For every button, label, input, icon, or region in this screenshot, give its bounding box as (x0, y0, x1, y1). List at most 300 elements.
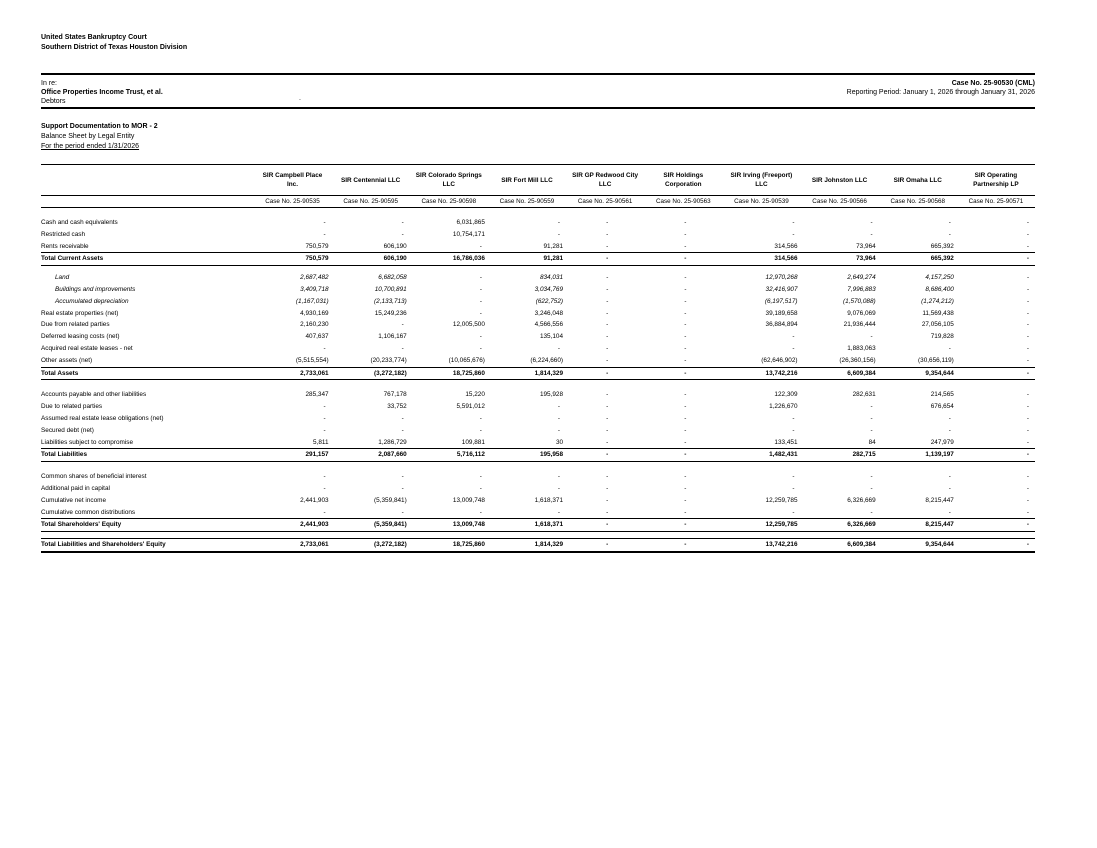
value-cell: - (401, 484, 404, 492)
value-cell: - (566, 449, 644, 462)
value-cell: 9,354,644 (879, 539, 957, 552)
value-cell: - (606, 242, 609, 250)
value-cell: - (401, 426, 404, 434)
value-cell: - (606, 333, 609, 341)
value-cell: 6,609,384 (801, 367, 879, 380)
value-cell: 5,716,112 (410, 449, 488, 462)
value-cell: - (684, 333, 687, 341)
value-cell: - (606, 309, 609, 317)
row-label: Rents receivable (41, 242, 89, 250)
value-cell: - (479, 285, 482, 293)
row-label: Secured debt (net) (41, 426, 94, 434)
in-re-label: In re: (41, 80, 57, 87)
value-cell: 4,930,169 (300, 309, 329, 317)
column-header: SIR Centennial LLC (332, 165, 410, 196)
spacer-row (41, 380, 1035, 390)
row-land (41, 272, 1035, 284)
row-ta (41, 367, 1035, 380)
value-cell: - (957, 253, 1035, 266)
value-cell: - (870, 473, 873, 481)
value-cell: - (948, 414, 951, 422)
row-duefrom (41, 319, 1035, 331)
row-label: Acquired real estate leases - net (41, 344, 133, 352)
value-cell: - (1026, 414, 1029, 422)
column-case-number: Case No. 25-90563 (644, 196, 722, 208)
value-cell: 2,441,903 (253, 519, 331, 532)
column-header: SIR Omaha LLC (879, 165, 957, 196)
value-cell: - (606, 297, 609, 305)
row-label: Accumulated depreciation (55, 297, 129, 305)
value-cell: 6,682,058 (378, 274, 407, 282)
value-cell: - (566, 519, 644, 532)
value-cell: 18,725,860 (410, 539, 488, 552)
value-cell: (1,167,031) (295, 297, 329, 305)
court-name: United States Bankruptcy Court (41, 34, 147, 41)
row-tlse (41, 539, 1035, 552)
value-cell: - (684, 344, 687, 352)
value-cell: - (792, 508, 795, 516)
document-subtitle: Balance Sheet by Legal Entity (41, 133, 135, 140)
value-cell: - (479, 484, 482, 492)
value-cell: 1,106,167 (378, 333, 407, 341)
row-label: Assumed real estate lease obligations (net) (41, 414, 164, 422)
spacer-row (41, 532, 1035, 539)
value-cell: 13,009,748 (452, 496, 485, 504)
column-header: SIR Holdings Corporation (644, 165, 722, 196)
value-cell: - (606, 508, 609, 516)
value-cell: - (606, 414, 609, 422)
row-cni (41, 495, 1035, 507)
value-cell: 33,752 (387, 403, 407, 411)
row-label: Total Assets (41, 367, 253, 380)
value-cell: - (957, 367, 1035, 380)
value-cell: - (684, 309, 687, 317)
row-tse (41, 519, 1035, 532)
value-cell: 122,309 (774, 391, 798, 399)
value-cell: 6,031,865 (456, 219, 485, 226)
value-cell: - (479, 508, 482, 516)
value-cell: (6,197,517) (764, 297, 798, 305)
value-cell: - (606, 285, 609, 293)
value-cell: - (684, 219, 687, 226)
value-cell: 750,579 (305, 242, 329, 250)
value-cell: 1,618,371 (534, 496, 564, 504)
value-cell: 282,715 (801, 449, 879, 462)
row-label: Deferred leasing costs (net) (41, 333, 120, 341)
value-cell: - (606, 496, 609, 504)
row-label: Total Current Assets (41, 253, 253, 266)
value-cell: 8,215,447 (879, 519, 957, 532)
value-cell: 10,754,171 (452, 230, 485, 238)
value-cell: 21,936,444 (843, 321, 876, 329)
value-cell: - (948, 473, 951, 481)
value-cell: - (479, 344, 482, 352)
value-cell: - (792, 426, 795, 434)
case-block (847, 79, 1035, 97)
value-cell: (10,065,676) (448, 356, 485, 364)
value-cell: 13,742,216 (722, 539, 800, 552)
value-cell: 9,076,069 (847, 309, 876, 317)
row-dueto (41, 401, 1035, 413)
value-cell: - (606, 344, 609, 352)
value-cell: - (684, 438, 687, 446)
value-cell: - (479, 473, 482, 481)
value-cell: 195,958 (488, 449, 566, 462)
row-label: Total Liabilities (41, 449, 253, 462)
label-header (41, 165, 253, 196)
value-cell: - (606, 473, 609, 481)
value-cell: - (1026, 309, 1029, 317)
row-acquired (41, 343, 1035, 355)
value-cell: 2,733,061 (253, 539, 331, 552)
value-cell: (3,272,182) (332, 539, 410, 552)
row-label: Real estate properties (net) (41, 309, 119, 317)
debtors-label: Debtors (41, 98, 66, 105)
value-cell: 109,881 (461, 438, 485, 446)
value-cell: - (557, 344, 561, 352)
value-cell: - (323, 473, 326, 481)
debtor-name: Office Properties Income Trust, et al. (41, 89, 163, 96)
value-cell: (20,233,774) (370, 356, 407, 364)
value-cell: - (479, 274, 482, 282)
value-cell: - (1026, 285, 1029, 293)
column-header: SIR GP Redwood City LLC (566, 165, 644, 196)
value-cell: 5,591,012 (456, 403, 485, 411)
value-cell: - (401, 473, 404, 481)
value-cell: - (479, 426, 482, 434)
value-cell: - (323, 230, 326, 238)
value-cell: - (401, 321, 404, 329)
value-cell: - (401, 219, 404, 226)
value-cell: - (557, 219, 561, 226)
row-secured (41, 425, 1035, 437)
case-number-row (41, 196, 1035, 208)
value-cell: 4,157,250 (925, 274, 954, 282)
value-cell: - (684, 414, 687, 422)
row-label: Buildings and improvements (55, 285, 136, 293)
value-cell: - (606, 230, 609, 238)
value-cell: 1,286,729 (378, 438, 407, 446)
balance-sheet-table (41, 164, 1035, 553)
column-case-number: Case No. 25-90559 (488, 196, 566, 208)
row-deferred (41, 331, 1035, 343)
value-cell: (622,752) (535, 297, 564, 305)
value-cell: - (948, 426, 951, 434)
spacer-cell (41, 462, 1035, 472)
value-cell: - (606, 484, 609, 492)
value-cell: 36,884,894 (765, 321, 798, 329)
value-cell: 407,637 (305, 333, 329, 341)
value-cell: - (557, 508, 561, 516)
value-cell: - (401, 414, 404, 422)
value-cell: 282,631 (852, 391, 876, 399)
value-cell: (30,656,119) (918, 356, 954, 364)
value-cell: 30 (555, 438, 564, 446)
value-cell: 12,259,785 (765, 496, 798, 504)
value-cell: - (792, 473, 795, 481)
value-cell: - (948, 484, 951, 492)
row-tl (41, 449, 1035, 462)
value-cell: 15,249,236 (374, 309, 407, 317)
value-cell: 91,281 (488, 253, 566, 266)
value-cell: - (1026, 219, 1029, 226)
value-cell: 2,160,230 (300, 321, 329, 329)
column-header: SIR Operating Partnership LP (957, 165, 1035, 196)
row-label: Liabilities subject to compromise (41, 438, 133, 446)
value-cell: 8,686,400 (925, 285, 954, 293)
row-label: Cash and cash equivalents (41, 219, 118, 226)
court-district: Southern District of Texas Houston Division (41, 44, 188, 51)
value-cell: 12,970,268 (765, 274, 798, 282)
value-cell: - (684, 473, 687, 481)
row-label: Total Liabilities and Shareholders' Equity (41, 539, 253, 552)
spacer-cell (41, 380, 1035, 390)
value-cell: 2,687,482 (300, 274, 329, 282)
value-cell: - (606, 438, 609, 446)
value-cell: - (792, 333, 795, 341)
value-cell: - (557, 426, 561, 434)
row-label: Additional paid in capital (41, 484, 110, 492)
value-cell: 834,031 (539, 274, 564, 282)
value-cell: - (1026, 473, 1029, 481)
value-cell: (3,272,182) (332, 367, 410, 380)
value-cell: - (870, 508, 873, 516)
value-cell: 12,259,785 (722, 519, 800, 532)
value-cell: - (1026, 230, 1029, 238)
value-cell: 606,190 (332, 253, 410, 266)
value-cell: 10,700,891 (374, 285, 407, 293)
value-cell: 750,579 (253, 253, 331, 266)
row-restricted (41, 229, 1035, 241)
row-ccd (41, 507, 1035, 519)
column-header: SIR Fort Mill LLC (488, 165, 566, 196)
value-cell: (26,360,156) (839, 356, 876, 364)
row-reprop (41, 308, 1035, 320)
value-cell: - (1026, 403, 1029, 411)
value-cell: - (957, 449, 1035, 462)
value-cell: 13,742,216 (722, 367, 800, 380)
value-cell: - (479, 333, 482, 341)
row-label: Land (55, 274, 70, 282)
row-bldg (41, 284, 1035, 296)
value-cell: - (870, 219, 873, 226)
value-cell: - (479, 297, 482, 305)
value-cell: - (606, 219, 609, 226)
value-cell: - (479, 242, 482, 250)
row-label: Cumulative net income (41, 496, 107, 504)
value-cell: - (792, 414, 795, 422)
value-cell: - (566, 367, 644, 380)
value-cell: (6,224,660) (530, 356, 564, 364)
value-cell: 6,326,669 (847, 496, 876, 504)
value-cell: - (684, 321, 687, 329)
value-cell: - (1026, 297, 1029, 305)
value-cell: - (557, 403, 561, 411)
value-cell: - (323, 508, 326, 516)
value-cell: - (948, 230, 951, 238)
column-case-number: Case No. 25-90595 (332, 196, 410, 208)
value-cell: 1,226,670 (769, 403, 798, 411)
row-tca (41, 253, 1035, 266)
stray-dot: . (299, 95, 301, 102)
row-apic (41, 483, 1035, 495)
row-label: Due to related parties (41, 403, 103, 411)
value-cell: - (1026, 438, 1029, 446)
value-cell: - (644, 253, 722, 266)
document-title-block (41, 122, 158, 152)
column-header: SIR Colorado Springs LLC (410, 165, 488, 196)
value-cell: - (606, 321, 609, 329)
column-header: SIR Campbell Place Inc. (253, 165, 331, 196)
value-cell: (5,515,554) (295, 356, 329, 364)
value-cell: - (644, 539, 722, 552)
value-cell: 18,725,860 (410, 367, 488, 380)
column-case-number: Case No. 25-90561 (566, 196, 644, 208)
row-other (41, 355, 1035, 367)
row-accdep (41, 296, 1035, 308)
value-cell: - (870, 333, 873, 341)
spacer-cell (41, 532, 1035, 539)
value-cell: - (870, 484, 873, 492)
row-label: Accounts payable and other liabilities (41, 391, 147, 399)
value-cell: - (1026, 426, 1029, 434)
value-cell: 16,786,036 (410, 253, 488, 266)
value-cell: 13,009,748 (410, 519, 488, 532)
value-cell: 39,189,658 (765, 309, 798, 317)
value-cell: 2,649,274 (847, 274, 876, 282)
value-cell: 6,326,669 (801, 519, 879, 532)
row-label: Cumulative common distributions (41, 508, 136, 516)
column-case-number: Case No. 25-90539 (722, 196, 800, 208)
row-label: Restricted cash (41, 230, 86, 238)
column-case-number: Case No. 25-90571 (957, 196, 1035, 208)
value-cell: 606,190 (383, 242, 407, 250)
value-cell: - (1026, 333, 1029, 341)
value-cell: 7,996,883 (847, 285, 876, 293)
value-cell: (5,359,841) (374, 496, 407, 504)
value-cell: 3,409,718 (300, 285, 329, 293)
value-cell: 767,178 (383, 391, 407, 399)
case-label-cell (41, 196, 253, 208)
value-cell: (5,359,841) (332, 519, 410, 532)
value-cell: - (684, 391, 687, 399)
value-cell: - (1026, 391, 1029, 399)
row-rents (41, 241, 1035, 253)
value-cell: - (1026, 242, 1029, 250)
value-cell: 9,354,644 (879, 367, 957, 380)
value-cell: 1,482,431 (722, 449, 800, 462)
value-cell: 27,056,105 (921, 321, 954, 329)
row-ap (41, 389, 1035, 401)
spacer-row (41, 462, 1035, 472)
row-label: Common shares of beneficial interest (41, 473, 147, 481)
value-cell: 3,034,769 (534, 285, 564, 293)
value-cell: 2,441,903 (300, 496, 329, 504)
row-label: Due from related parties (41, 321, 110, 329)
value-cell: - (684, 508, 687, 516)
value-cell: - (644, 367, 722, 380)
value-cell: - (606, 274, 609, 282)
value-cell: - (401, 508, 404, 516)
header-bottom-rule (41, 107, 1035, 109)
value-cell: 665,392 (930, 242, 954, 250)
value-cell: 133,451 (774, 438, 798, 446)
row-common (41, 471, 1035, 483)
value-cell: 285,347 (305, 391, 329, 399)
value-cell: 8,215,447 (925, 496, 954, 504)
value-cell: - (870, 230, 873, 238)
value-cell: 247,979 (930, 438, 954, 446)
value-cell: 1,883,063 (847, 344, 876, 352)
column-header: SIR Irving (Freeport) LLC (722, 165, 800, 196)
value-cell: 5,811 (313, 438, 329, 446)
row-label: Other assets (net) (41, 356, 93, 364)
value-cell: - (792, 219, 795, 226)
value-cell: 91,281 (543, 242, 564, 250)
value-cell: 1,139,197 (879, 449, 957, 462)
value-cell: - (606, 356, 609, 364)
value-cell: (1,570,088) (842, 297, 876, 305)
column-case-number: Case No. 25-90598 (410, 196, 488, 208)
column-case-number: Case No. 25-90566 (801, 196, 879, 208)
spacer-row (41, 208, 1035, 218)
value-cell: 32,416,907 (765, 285, 798, 293)
court-header (41, 33, 187, 53)
value-cell: - (684, 403, 687, 411)
value-cell: - (479, 309, 482, 317)
value-cell: - (792, 344, 795, 352)
value-cell: - (1026, 496, 1029, 504)
column-case-number: Case No. 25-90535 (253, 196, 331, 208)
value-cell: 6,609,384 (801, 539, 879, 552)
value-cell: - (1026, 274, 1029, 282)
value-cell: - (1026, 508, 1029, 516)
column-header: SIR Johnston LLC (801, 165, 879, 196)
value-cell: - (684, 496, 687, 504)
value-cell: - (684, 274, 687, 282)
value-cell: - (957, 519, 1035, 532)
value-cell: - (684, 230, 687, 238)
document-period: For the period ended 1/31/2026 (41, 143, 140, 150)
value-cell: - (792, 230, 795, 238)
value-cell: - (323, 484, 326, 492)
value-cell: 4,566,556 (534, 321, 564, 329)
value-cell: (62,646,902) (761, 356, 798, 364)
value-cell: 291,157 (253, 449, 331, 462)
value-cell: - (606, 426, 609, 434)
value-cell: 11,569,438 (922, 309, 954, 317)
value-cell: - (644, 449, 722, 462)
value-cell: - (557, 230, 561, 238)
value-cell: - (684, 297, 687, 305)
value-cell: - (792, 484, 795, 492)
value-cell: 73,964 (801, 253, 879, 266)
value-cell: - (948, 508, 951, 516)
value-cell: 1,814,329 (488, 367, 566, 380)
value-cell: 665,392 (879, 253, 957, 266)
value-cell: 3,246,048 (534, 309, 564, 317)
balance-sheet-body (41, 208, 1035, 552)
value-cell: - (479, 414, 482, 422)
value-cell: - (870, 403, 873, 411)
value-cell: - (1026, 321, 1029, 329)
document-title: Support Documentation to MOR - 2 (41, 123, 158, 130)
row-lstc (41, 437, 1035, 449)
header-top-rule (41, 73, 1035, 75)
in-re-block (41, 79, 163, 106)
value-cell: 135,104 (539, 333, 564, 341)
value-cell: 214,565 (930, 391, 954, 399)
